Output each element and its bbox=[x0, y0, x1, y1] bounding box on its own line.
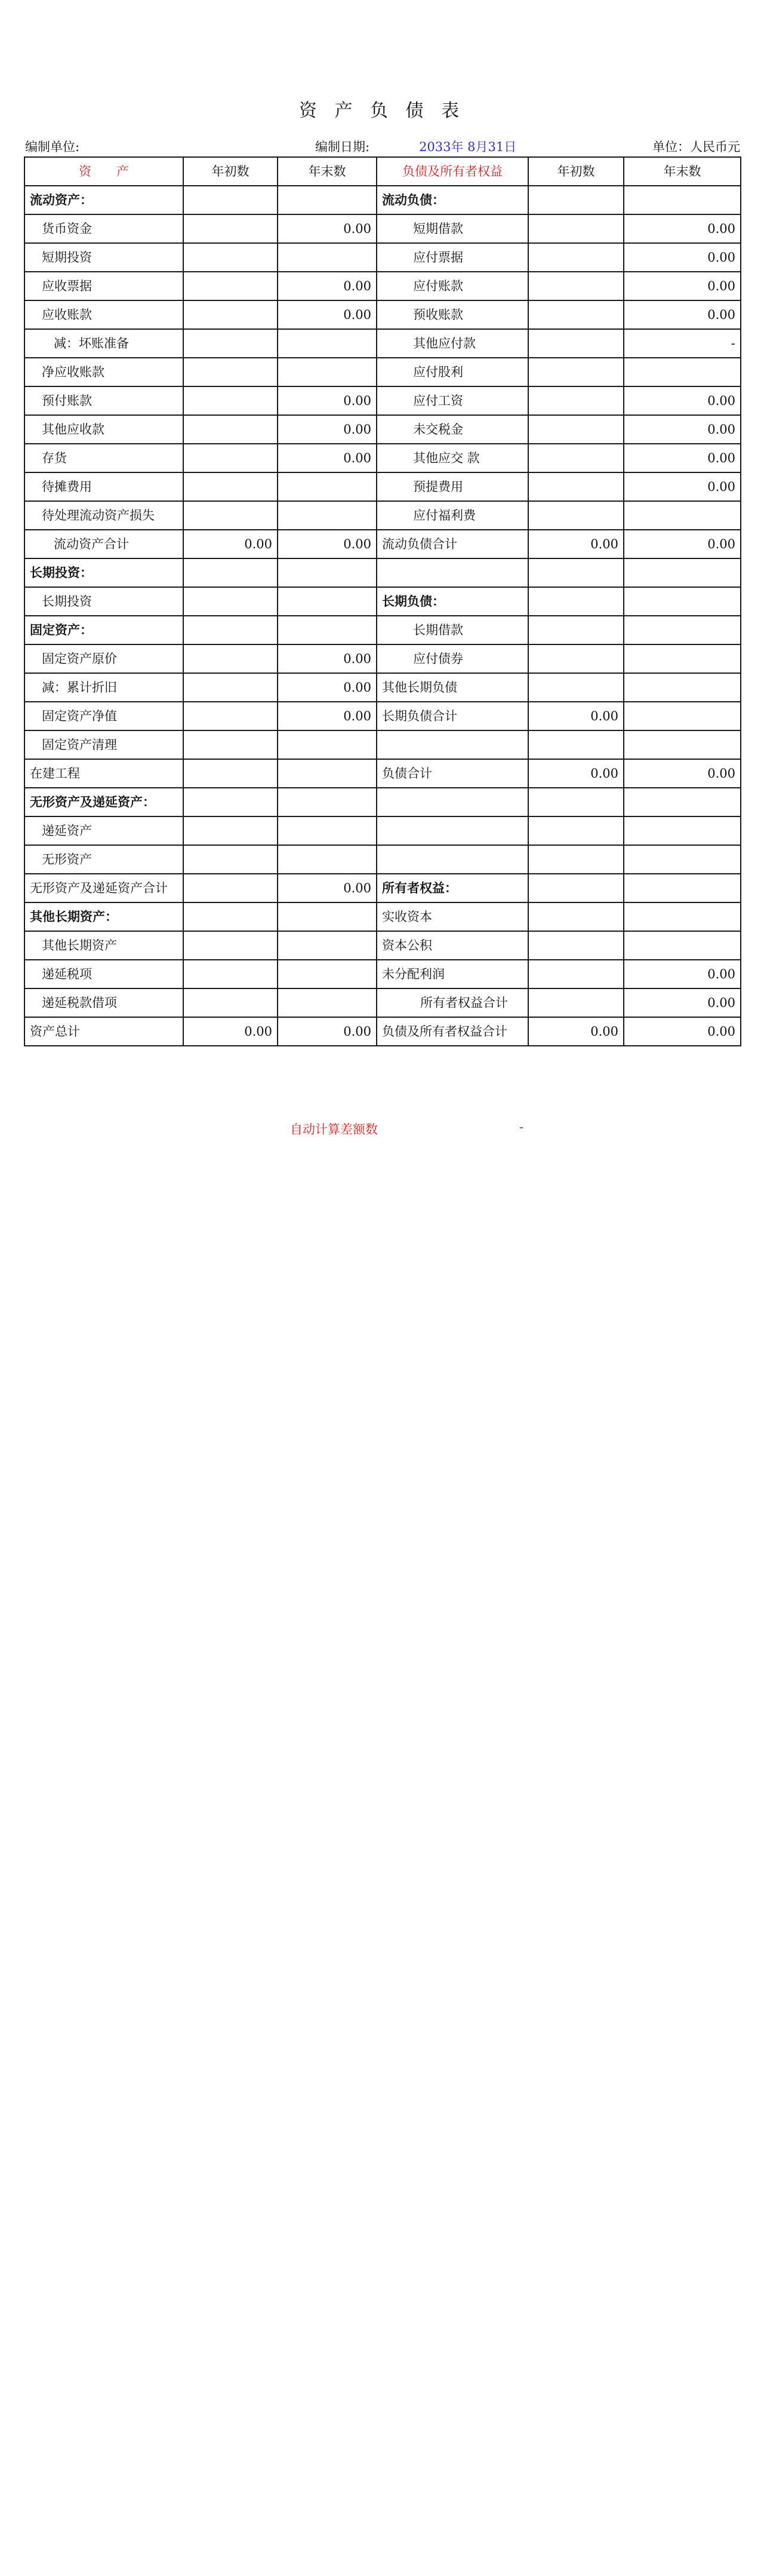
liability-item: 应付工资 bbox=[377, 386, 528, 415]
liability-begin-value: 0.00 bbox=[528, 530, 624, 558]
asset-item: 货币资金 bbox=[24, 214, 183, 243]
liability-end-value bbox=[624, 874, 741, 902]
table-row bbox=[24, 874, 741, 902]
liability-begin-value bbox=[528, 444, 624, 472]
asset-end-value bbox=[278, 759, 377, 788]
liability-item: 应付票据 bbox=[377, 243, 528, 272]
asset-item: 固定资产净值 bbox=[24, 702, 183, 730]
liability-item bbox=[377, 788, 528, 816]
liability-begin-value bbox=[528, 673, 624, 702]
auto-difference-label: 自动计算差额数 bbox=[290, 1122, 378, 1137]
asset-item: 长期投资 bbox=[24, 587, 183, 616]
asset-end-value: 0.00 bbox=[278, 702, 377, 730]
asset-end-value bbox=[278, 931, 377, 960]
liability-item bbox=[377, 845, 528, 874]
asset-begin-value bbox=[183, 329, 278, 358]
asset-item: 资产总计 bbox=[24, 1017, 183, 1046]
liability-begin-value bbox=[528, 960, 624, 988]
asset-end-value: 0.00 bbox=[278, 386, 377, 415]
asset-item: 长期投资： bbox=[24, 558, 183, 587]
asset-begin-value bbox=[183, 501, 278, 530]
page-title: 资 产 负 债 表 bbox=[298, 100, 466, 121]
header-assets: 资 产 bbox=[24, 157, 183, 186]
liability-begin-value bbox=[528, 874, 624, 902]
asset-end-value bbox=[278, 358, 377, 386]
asset-begin-value bbox=[183, 845, 278, 874]
asset-begin-value bbox=[183, 386, 278, 415]
liability-item: 所有者权益： bbox=[377, 874, 528, 902]
liability-end-value: 0.00 bbox=[624, 415, 741, 444]
liability-begin-value bbox=[528, 300, 624, 329]
liability-begin-value: 0.00 bbox=[528, 759, 624, 788]
asset-item: 递延税款借项 bbox=[24, 988, 183, 1017]
asset-begin-value bbox=[183, 816, 278, 845]
date-value: 2033年 8月31日 bbox=[419, 140, 517, 154]
table-row bbox=[24, 816, 741, 845]
header-begin-year: 年初数 bbox=[183, 157, 278, 186]
asset-end-value bbox=[278, 243, 377, 272]
table-row bbox=[24, 300, 741, 329]
liability-begin-value: 0.00 bbox=[528, 1017, 624, 1046]
asset-end-value bbox=[278, 501, 377, 530]
table-row bbox=[24, 272, 741, 300]
liability-end-value bbox=[624, 587, 741, 616]
liability-item: 未分配利润 bbox=[377, 960, 528, 988]
table-row bbox=[24, 702, 741, 730]
liability-end-value bbox=[624, 186, 741, 214]
asset-begin-value bbox=[183, 874, 278, 902]
liability-end-value: 0.00 bbox=[624, 1017, 741, 1046]
table-row bbox=[24, 759, 741, 788]
liability-item: 应付债券 bbox=[377, 644, 528, 673]
asset-end-value: 0.00 bbox=[278, 214, 377, 243]
asset-begin-value bbox=[183, 960, 278, 988]
asset-begin-value bbox=[183, 644, 278, 673]
liability-begin-value bbox=[528, 558, 624, 587]
liability-item bbox=[377, 730, 528, 759]
header-liabilities-equity: 负债及所有者权益 bbox=[377, 157, 528, 186]
liability-end-value bbox=[624, 616, 741, 644]
table-row bbox=[24, 788, 741, 816]
table-row bbox=[24, 960, 741, 988]
table-row bbox=[24, 730, 741, 759]
liability-begin-value bbox=[528, 845, 624, 874]
table-row bbox=[24, 988, 741, 1017]
asset-end-value bbox=[278, 845, 377, 874]
liability-begin-value bbox=[528, 988, 624, 1017]
table-row bbox=[24, 644, 741, 673]
asset-end-value bbox=[278, 960, 377, 988]
asset-end-value: 0.00 bbox=[278, 300, 377, 329]
asset-begin-value bbox=[183, 358, 278, 386]
liability-item: 所有者权益合计 bbox=[377, 988, 528, 1017]
asset-begin-value bbox=[183, 472, 278, 501]
asset-begin-value bbox=[183, 902, 278, 931]
asset-end-value: 0.00 bbox=[278, 444, 377, 472]
liability-end-value: 0.00 bbox=[624, 759, 741, 788]
liability-item: 负债及所有者权益合计 bbox=[377, 1017, 528, 1046]
liability-end-value bbox=[624, 931, 741, 960]
liability-begin-value bbox=[528, 902, 624, 931]
asset-begin-value bbox=[183, 415, 278, 444]
currency-label: 单位：人民币元 bbox=[652, 140, 740, 154]
asset-item: 无形资产及递延资产： bbox=[24, 788, 183, 816]
liability-begin-value bbox=[528, 730, 624, 759]
liability-end-value bbox=[624, 702, 741, 730]
liability-item: 应付股利 bbox=[377, 358, 528, 386]
asset-item: 在建工程 bbox=[24, 759, 183, 788]
liability-begin-value bbox=[528, 186, 624, 214]
asset-begin-value: 0.00 bbox=[183, 1017, 278, 1046]
liability-begin-value bbox=[528, 788, 624, 816]
asset-begin-value bbox=[183, 558, 278, 587]
auto-difference-value: - bbox=[519, 1120, 524, 1134]
table-row bbox=[24, 501, 741, 530]
asset-end-value: 0.00 bbox=[278, 673, 377, 702]
liability-end-value: 0.00 bbox=[624, 444, 741, 472]
asset-item: 递延税项 bbox=[24, 960, 183, 988]
liability-begin-value bbox=[528, 214, 624, 243]
asset-item: 净应收账款 bbox=[24, 358, 183, 386]
liability-begin-value bbox=[528, 415, 624, 444]
asset-item: 流动资产合计 bbox=[24, 530, 183, 558]
liability-begin-value bbox=[528, 472, 624, 501]
asset-item: 存货 bbox=[24, 444, 183, 472]
liability-end-value bbox=[624, 845, 741, 874]
asset-end-value: 0.00 bbox=[278, 1017, 377, 1046]
table-row bbox=[24, 673, 741, 702]
asset-item: 减：坏账准备 bbox=[24, 329, 183, 358]
liability-end-value bbox=[624, 730, 741, 759]
asset-item: 预付账款 bbox=[24, 386, 183, 415]
liability-end-value bbox=[624, 558, 741, 587]
liability-end-value: 0.00 bbox=[624, 530, 741, 558]
liability-item: 资本公积 bbox=[377, 931, 528, 960]
header-end-year: 年末数 bbox=[624, 157, 741, 186]
asset-item: 应收账款 bbox=[24, 300, 183, 329]
asset-begin-value bbox=[183, 759, 278, 788]
liability-begin-value bbox=[528, 358, 624, 386]
table-row bbox=[24, 444, 741, 472]
table-row bbox=[24, 587, 741, 616]
asset-begin-value bbox=[183, 186, 278, 214]
liability-end-value: 0.00 bbox=[624, 214, 741, 243]
liability-begin-value: 0.00 bbox=[528, 702, 624, 730]
header-end-year: 年末数 bbox=[278, 157, 377, 186]
asset-end-value bbox=[278, 988, 377, 1017]
asset-item: 固定资产原价 bbox=[24, 644, 183, 673]
asset-begin-value bbox=[183, 788, 278, 816]
asset-item: 待处理流动资产损失 bbox=[24, 501, 183, 530]
asset-end-value bbox=[278, 587, 377, 616]
liability-begin-value bbox=[528, 587, 624, 616]
table-row bbox=[24, 558, 741, 587]
liability-end-value: 0.00 bbox=[624, 472, 741, 501]
table-row bbox=[24, 243, 741, 272]
date-label: 编制日期: bbox=[315, 140, 370, 154]
table-row bbox=[24, 386, 741, 415]
asset-item: 流动资产： bbox=[24, 186, 183, 214]
asset-end-value bbox=[278, 186, 377, 214]
liability-begin-value bbox=[528, 329, 624, 358]
liability-item: 其他长期负债 bbox=[377, 673, 528, 702]
liability-begin-value bbox=[528, 501, 624, 530]
liability-begin-value bbox=[528, 616, 624, 644]
liability-item: 实收资本 bbox=[377, 902, 528, 931]
asset-end-value bbox=[278, 730, 377, 759]
liability-begin-value bbox=[528, 272, 624, 300]
asset-end-value: 0.00 bbox=[278, 272, 377, 300]
liability-end-value: 0.00 bbox=[624, 386, 741, 415]
asset-item: 其他应收款 bbox=[24, 415, 183, 444]
asset-begin-value bbox=[183, 673, 278, 702]
balance-sheet-table bbox=[24, 156, 741, 1046]
asset-end-value bbox=[278, 902, 377, 931]
asset-begin-value bbox=[183, 587, 278, 616]
liability-item bbox=[377, 558, 528, 587]
table-header-row bbox=[24, 157, 741, 186]
asset-end-value: 0.00 bbox=[278, 644, 377, 673]
table-row bbox=[24, 358, 741, 386]
asset-item: 减：累计折旧 bbox=[24, 673, 183, 702]
liability-item: 流动负债： bbox=[377, 186, 528, 214]
liability-item: 预提费用 bbox=[377, 472, 528, 501]
asset-begin-value bbox=[183, 444, 278, 472]
asset-item: 短期投资 bbox=[24, 243, 183, 272]
table-row bbox=[24, 186, 741, 214]
asset-item: 固定资产清理 bbox=[24, 730, 183, 759]
liability-item bbox=[377, 816, 528, 845]
asset-end-value bbox=[278, 788, 377, 816]
liability-end-value: 0.00 bbox=[624, 988, 741, 1017]
asset-begin-value bbox=[183, 243, 278, 272]
asset-item: 其他长期资产 bbox=[24, 931, 183, 960]
liability-item: 长期负债： bbox=[377, 587, 528, 616]
table-row bbox=[24, 415, 741, 444]
table-row bbox=[24, 1017, 741, 1046]
liability-end-value bbox=[624, 644, 741, 673]
asset-end-value bbox=[278, 616, 377, 644]
liability-item: 长期负债合计 bbox=[377, 702, 528, 730]
liability-end-value bbox=[624, 902, 741, 931]
table-row bbox=[24, 472, 741, 501]
asset-item: 待摊费用 bbox=[24, 472, 183, 501]
liability-begin-value bbox=[528, 243, 624, 272]
asset-end-value bbox=[278, 558, 377, 587]
asset-end-value bbox=[278, 472, 377, 501]
asset-end-value: 0.00 bbox=[278, 874, 377, 902]
asset-end-value: 0.00 bbox=[278, 530, 377, 558]
liability-end-value bbox=[624, 788, 741, 816]
liability-end-value: 0.00 bbox=[624, 243, 741, 272]
liability-begin-value bbox=[528, 816, 624, 845]
asset-begin-value: 0.00 bbox=[183, 530, 278, 558]
asset-begin-value bbox=[183, 300, 278, 329]
unit-label: 编制单位: bbox=[25, 140, 80, 154]
liability-item: 流动负债合计 bbox=[377, 530, 528, 558]
asset-begin-value bbox=[183, 272, 278, 300]
table-row bbox=[24, 902, 741, 931]
asset-item: 应收票据 bbox=[24, 272, 183, 300]
liability-end-value bbox=[624, 673, 741, 702]
liability-item: 应付账款 bbox=[377, 272, 528, 300]
liability-end-value bbox=[624, 501, 741, 530]
header-begin-year: 年初数 bbox=[528, 157, 624, 186]
liability-item: 应付福利费 bbox=[377, 501, 528, 530]
liability-begin-value bbox=[528, 386, 624, 415]
asset-item: 无形资产 bbox=[24, 845, 183, 874]
liability-item: 未交税金 bbox=[377, 415, 528, 444]
liability-item: 预收账款 bbox=[377, 300, 528, 329]
asset-begin-value bbox=[183, 616, 278, 644]
table-row bbox=[24, 616, 741, 644]
asset-begin-value bbox=[183, 702, 278, 730]
asset-item: 递延资产 bbox=[24, 816, 183, 845]
liability-item: 长期借款 bbox=[377, 616, 528, 644]
asset-item: 无形资产及递延资产合计 bbox=[24, 874, 183, 902]
liability-item: 其他应付款 bbox=[377, 329, 528, 358]
liability-begin-value bbox=[528, 931, 624, 960]
table-row bbox=[24, 530, 741, 558]
liability-end-value bbox=[624, 358, 741, 386]
liability-end-value: 0.00 bbox=[624, 300, 741, 329]
asset-begin-value bbox=[183, 988, 278, 1017]
asset-begin-value bbox=[183, 931, 278, 960]
table-row bbox=[24, 931, 741, 960]
liability-begin-value bbox=[528, 644, 624, 673]
liability-item: 短期借款 bbox=[377, 214, 528, 243]
liability-end-value: - bbox=[624, 329, 741, 358]
asset-item: 其他长期资产： bbox=[24, 902, 183, 931]
table-row bbox=[24, 214, 741, 243]
liability-end-value bbox=[624, 816, 741, 845]
liability-item: 负债合计 bbox=[377, 759, 528, 788]
asset-end-value bbox=[278, 816, 377, 845]
table-row bbox=[24, 329, 741, 358]
asset-begin-value bbox=[183, 214, 278, 243]
liability-end-value: 0.00 bbox=[624, 272, 741, 300]
asset-begin-value bbox=[183, 730, 278, 759]
asset-end-value bbox=[278, 329, 377, 358]
asset-end-value: 0.00 bbox=[278, 415, 377, 444]
liability-end-value: 0.00 bbox=[624, 960, 741, 988]
table-row bbox=[24, 845, 741, 874]
asset-item: 固定资产： bbox=[24, 616, 183, 644]
liability-item: 其他应交 款 bbox=[377, 444, 528, 472]
